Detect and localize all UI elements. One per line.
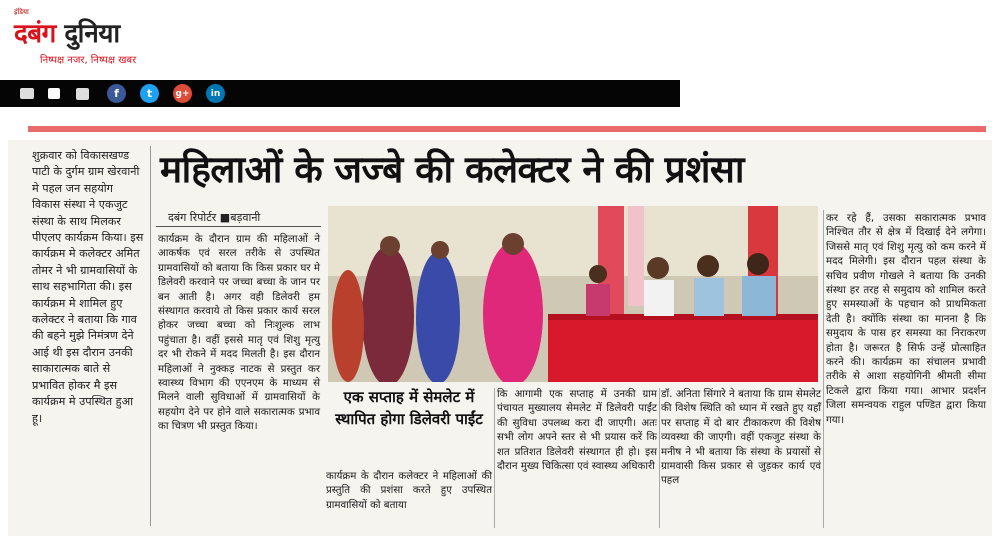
article-column-4: कि आगामी एक सप्ताह में उनकी ग्राम पंचायत मुख्यालय सेमलेट में डिलेवरी पाईंट की सुविधा उपलब्ध करा दी जाएगी। अतः सभी लोग अपने स्तर से भी प्रयास करें कि शत प्रतिशत डिलेवरी संस्थागत ही हो। इस दौरान मुख्य चिकित्सा एवं स्वास्थ्य अधिकारी: [497, 389, 657, 473]
article-column-6: कर रहे हैं, उसका सकारात्मक प्रभाव निश्चित तौर से क्षेत्र में दिखाई देने लगेगा। जिससे मातृ एवं शिशु मृत्यु को कम करने में मदद मिलेगी। इस दौरान पहल संस्था के सचिव प्रवीण गोखले ने बताया कि उनकी संस्था हर तरह से समुदाय को शामिल करते हुए समस्याओं के पहचान को प्राथमिकता देती है। क्योंकि संस्था का मानना है कि समुदाय के पास हर समस्या का निराकरण होता है। जरूरत है सिर्फ उन्हें प्रोत्साहित करने की। कार्यक्रम का संचालन प्रभावी तरीके से आशा सहयोगिनी श्रीमती सीमा टिकले द्वारा किया गया। आभार प्रदर्शन जिला समन्वयक राहुल पण्डित द्वारा किया गया।: [826, 213, 986, 426]
photo-illustration: [328, 206, 818, 382]
column-divider: [150, 146, 151, 526]
accent-rule: [28, 126, 986, 132]
site-logo[interactable]: [14, 14, 120, 50]
article-headline: महिलाओं के जज्बे की कलेक्टर ने की प्रशंसा: [160, 148, 744, 191]
logo-part-2: दुनिया: [64, 19, 120, 49]
twitter-icon[interactable]: t: [140, 84, 159, 103]
column-divider: [494, 388, 495, 528]
article-left-column: शुक्रवार को विकासखण्ड पाटी के दुर्गम ग्राम खेरवानी मे पहल जन सहयोग विकास संस्था ने एकजुट संस्था के साथ मिलकर पीएलए कार्यक्रम किया। इस कार्यक्रम मे कलेक्टर अमित तोमर ने भी ग्रामवासियों के साथ सहभागिता की। इस कार्यक्रम मे शामिल हुए कलेक्टर ने बताया कि गाव की बहने मुझे निमंत्रण देने आई थी इस दौरान उनकी साकारात्मक बाते से प्रभावित होकर मै इस कार्यक्रम मे उपस्थित हुआ हू।: [32, 149, 144, 425]
article-byline: दबंग रिपोर्टर ■बड़वानी: [168, 211, 261, 224]
linkedin-icon[interactable]: in: [206, 84, 225, 103]
column-divider: [823, 210, 824, 528]
googleplus-icon[interactable]: g+: [173, 84, 192, 103]
article-column-2: कार्यक्रम के दौरान ग्राम की महिलाओं ने आकर्षक एवं सरल तरीके से उपस्थित ग्रामवासियों को बताया कि किस प्रकार घर मे डिलेवरी करवाने पर जच्चा बच्चा के जान पर बन आती है। अगर वही डिलेवरी हम संस्थागत करवाये तो किस प्रकार कार्य सरल होकर जच्चा बच्चा को निःशुल्क लाभ पहुंचाता है। वहीं इससे मातृ एवं शिशु मृत्यु दर भी रोकने में मदद मिलती है। इस दौरान महिलाओं ने नुक्कड़ नाटक से प्रस्तुत कर स्वास्थ्य विभाग की एएनएम के माध्यम से मिलने वाली सुविधाओं में ग्रामवासियों के सहयोग देने पर होने वाले सकारात्मक प्रभाव का चित्रण भी प्रस्तुत किया।: [158, 234, 320, 433]
article-column-5: डॉ. अनिता सिंगारे ने बताया कि ग्राम सेमलेट की विशेष स्थिति को ध्यान में रखते हुए यहाँ पर सप्ताह में दो बार टीकाकरण की विशेष व्यवस्था की जाएगी। वहीं एकजुट संस्था के मनीष ने भी बताया कि संस्था के प्रयासों से ग्रामवासी किस प्रकार से जुड़कर कार्य एवं पहल: [661, 389, 821, 487]
logo-small-label: इंडिया: [14, 8, 29, 16]
article-column-3: कार्यक्रम के दौरान कलेक्टर ने महिलाओं की प्रस्तुति की प्रशंसा करते हुए उपस्थित ग्रामवासियों को बताया: [326, 471, 492, 511]
edit-icon[interactable]: [48, 88, 60, 99]
article-subheadline: एक सप्ताह में सेमलेट में स्थापित होगा डिलेवरी पाईंट: [335, 388, 483, 428]
article-photo: [328, 206, 818, 382]
logo-part-1: दबंग: [14, 19, 56, 49]
share-toolbar: [0, 80, 680, 107]
byline-divider: [156, 226, 321, 227]
column-divider: [659, 388, 660, 528]
print-icon[interactable]: [76, 88, 89, 100]
site-tagline: निष्पक्ष नजर, निष्पक्ष खबर: [40, 55, 137, 66]
facebook-icon[interactable]: f: [107, 84, 126, 103]
mail-icon[interactable]: [20, 88, 34, 99]
